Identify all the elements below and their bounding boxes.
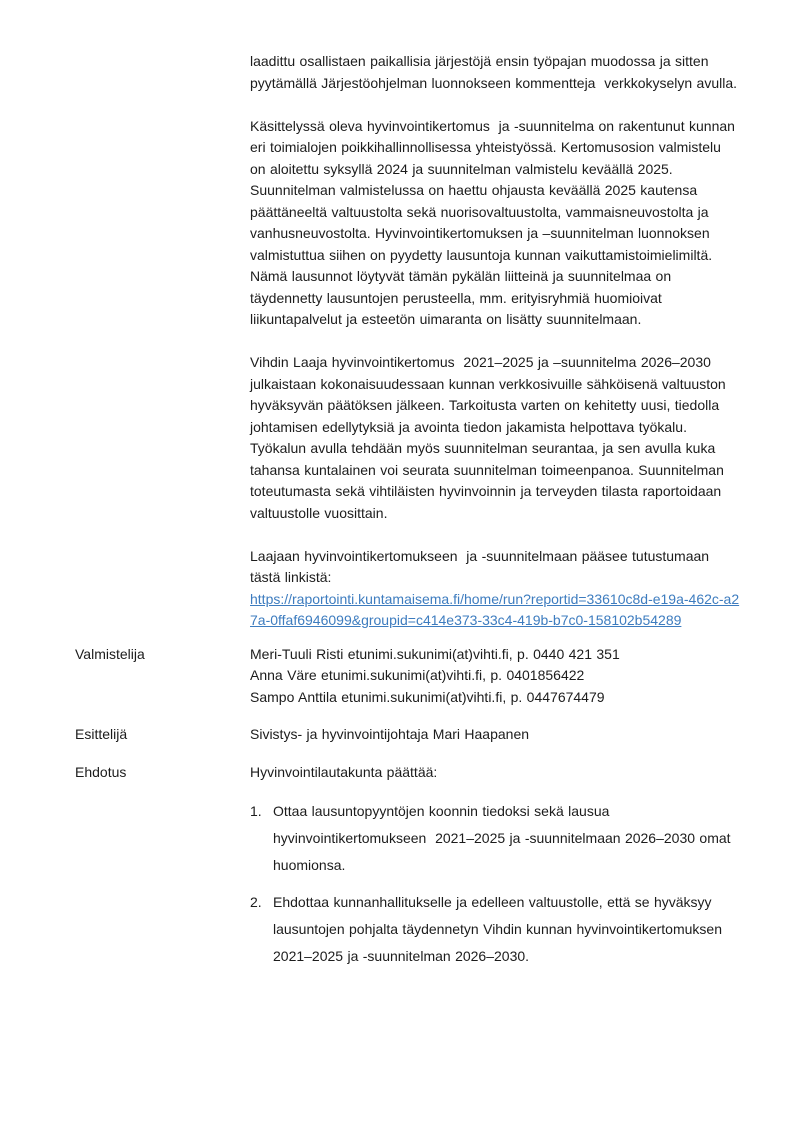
field-value-esittelija — [250, 724, 740, 746]
field-value-ehdotus — [250, 762, 740, 981]
field-row-valmistelija — [75, 644, 740, 709]
body-paragraph: Laajaan hyvinvointikertomukseen ja -suunnitelmaan pääsee tutustumaan tästä linkistä: — [250, 547, 714, 585]
decision-item-number: 2. — [250, 894, 262, 910]
preparer-line: Anna Väre etunimi.sukunimi(at)vihti.fi, p. 0401856422 — [250, 667, 585, 683]
report-link[interactable]: https://raportointi.kuntamaisema.fi/home/run?reportid=33610c8d-e19a-462c-a27a-0ffaf6946099&groupid=c414e373-33c4-419b-b7c0-158102b54289 — [250, 590, 740, 628]
field-label-ehdotus: Ehdotus — [75, 763, 127, 780]
decision-item-text: Ehdottaa kunnanhallitukselle ja edelleen valtuustolle, että se hyväksyy lausuntojen pohjalta täydennetyn Vihdin kunnan hyvinvointikertomuksen 2021–2025 ja -suunnitelman 2026–2030. — [273, 894, 731, 964]
proposal-intro-line: Hyvinvointilautakunta päättää: — [250, 763, 438, 780]
preparer-line: Sampo Anttila etunimi.sukunimi(at)vihti.fi, p. 0447674479 — [250, 688, 605, 705]
decision-item — [250, 798, 740, 879]
body-text-column — [250, 51, 740, 632]
decision-item-text: Ottaa lausuntopyyntöjen koonnin tiedoksi sekä lausua hyvinvointikertomukseen 2021–2025 ja -suunnitelmaan 2026–2030 omat huomionsa. — [273, 803, 735, 873]
body-text-block — [75, 51, 740, 632]
presenter-line: Sivistys- ja hyvinvointijohtaja Mari Haapanen — [250, 726, 530, 742]
decision-list — [250, 798, 740, 970]
body-paragraph: Käsittelyssä oleva hyvinvointikertomus ja -suunnitelma on rakentunut kunnan eri toimialojen poikkihallinnollisessa yhteistyössä. Kertomusosion valmistelu on aloitettu syksyllä 2024 ja suunnitelman valmistelu keväällä 2025. Suunnitelman valmistelussa on haettu ohjausta keväällä 2025 kautensa päättäneeltä valtuustolta sekä nuorisovaltuustolta, vammaisneuvostolta ja vanhusneuvostolta. Hyvinvointikertomuksen ja –suunnitelman luonnoksen valmistuttua siihen on pyydetty lausuntoja kunnan vaikuttamistoimielimiltä. Nämä lausunnot löytyvät tämän pykälän liitteinä ja suunnitelmaa on täydennetty lausuntojen perusteella, mm. erityisryhmiä huomioivat liikuntapalvelut ja esteetön uimaranta on lisätty suunnitelmaan. — [250, 117, 740, 327]
field-label-valmistelija: Valmistelija — [75, 645, 145, 662]
decision-item — [250, 889, 740, 970]
field-label-esittelija: Esittelijä — [75, 726, 128, 742]
field-value-valmistelija — [250, 644, 740, 709]
decision-item-number: 1. — [250, 803, 262, 819]
body-paragraph: Vihdin Laaja hyvinvointikertomus 2021–2025 ja –suunnitelma 2026–2030 julkaistaan kokonaisuudessaan kunnan verkkosivuille sähköisenä valtuuston hyväksyvän päätöksen jälkeen. Tarkoitusta varten on kehitetty uusi, tiedolla johtamisen edellytyksiä ja avointa tiedon jakamista helpottava työkalu. Työkalun avulla tehdään myös suunnitelman seurantaa, ja sen avulla kuka tahansa kuntalainen voi seurata suunnitelman toimeenpanoa. Suunnitelman toteutumasta sekä vihtiläisten hyvinvoinnin ja terveyden tilasta raportoidaan valtuustolle vuosittain. — [250, 354, 731, 521]
preparer-line: Meri-Tuuli Risti etunimi.sukunimi(at)vihti.fi, p. 0440 421 351 — [250, 645, 620, 662]
body-paragraph: laadittu osallistaen paikallisia järjestöjä ensin työpajan muodossa ja sitten pyytämällä Järjestöohjelman luonnokseen kommentteja verkkokyselyn avulla. — [250, 53, 738, 91]
field-row-esittelija — [75, 724, 740, 746]
field-row-ehdotus — [75, 762, 740, 981]
